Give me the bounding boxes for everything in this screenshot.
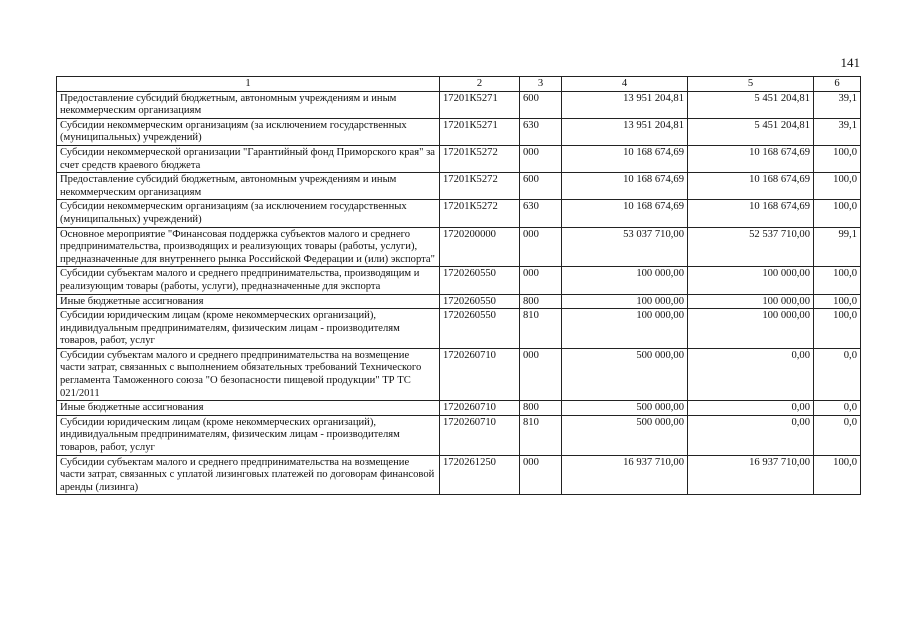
table-row [57, 401, 861, 416]
table-row [57, 415, 861, 455]
row-name-cell: Субсидии субъектам малого и среднего предпринимательства на возмещение части затрат, связанных с уплатой лизинговых платежей по договорам финансовой аренды (лизинга) [57, 455, 440, 495]
table-row [57, 267, 861, 294]
table-row [57, 227, 861, 267]
table-row [57, 200, 861, 227]
row-type-cell: 000 [520, 267, 562, 294]
row-col6-cell: 100,0 [814, 173, 861, 200]
row-col4-cell: 53 037 710,00 [562, 227, 688, 267]
row-col6-cell: 0,0 [814, 401, 861, 416]
row-code-cell: 17201К5271 [440, 118, 520, 145]
column-header: 3 [520, 77, 562, 92]
row-col4-cell: 100 000,00 [562, 267, 688, 294]
row-type-cell: 000 [520, 145, 562, 172]
row-code-cell: 1720261250 [440, 455, 520, 495]
row-name-cell: Иные бюджетные ассигнования [57, 401, 440, 416]
row-name-cell: Субсидии некоммерческим организациям (за исключением государственных (муниципальных) учреждений) [57, 118, 440, 145]
row-col5-cell: 16 937 710,00 [688, 455, 814, 495]
row-name-cell: Субсидии субъектам малого и среднего предпринимательства, производящим и реализующим товары (работы, услуги), предназначенные для экспорта [57, 267, 440, 294]
row-col6-cell: 39,1 [814, 118, 861, 145]
row-type-cell: 810 [520, 415, 562, 455]
column-header: 5 [688, 77, 814, 92]
row-code-cell: 1720260710 [440, 415, 520, 455]
row-col5-cell: 52 537 710,00 [688, 227, 814, 267]
row-name-cell: Предоставление субсидий бюджетным, автономным учреждениям и иным некоммерческим организациям [57, 91, 440, 118]
row-col6-cell: 100,0 [814, 309, 861, 349]
row-code-cell: 1720200000 [440, 227, 520, 267]
row-col4-cell: 500 000,00 [562, 348, 688, 400]
budget-table [56, 76, 861, 495]
row-type-cell: 000 [520, 348, 562, 400]
table-row [57, 145, 861, 172]
table-header-row [57, 77, 861, 92]
table-row [57, 118, 861, 145]
row-code-cell: 1720260550 [440, 294, 520, 309]
row-col6-cell: 100,0 [814, 294, 861, 309]
column-header: 1 [57, 77, 440, 92]
row-col5-cell: 100 000,00 [688, 267, 814, 294]
row-col6-cell: 39,1 [814, 91, 861, 118]
row-name-cell: Субсидии юридическим лицам (кроме некоммерческих организаций), индивидуальным предпринимателям, физическим лицам - производителям товаров, работ, услуг [57, 415, 440, 455]
row-col6-cell: 99,1 [814, 227, 861, 267]
row-name-cell: Субсидии некоммерческой организации "Гарантийный фонд Приморского края" за счет средств краевого бюджета [57, 145, 440, 172]
row-name-cell: Предоставление субсидий бюджетным, автономным учреждениям и иным некоммерческим организациям [57, 173, 440, 200]
row-col6-cell: 100,0 [814, 145, 861, 172]
table-row [57, 173, 861, 200]
row-name-cell: Иные бюджетные ассигнования [57, 294, 440, 309]
row-col5-cell: 100 000,00 [688, 309, 814, 349]
row-name-cell: Субсидии некоммерческим организациям (за исключением государственных (муниципальных) учреждений) [57, 200, 440, 227]
row-name-cell: Основное мероприятие "Финансовая поддержка субъектов малого и среднего предпринимательства, производящих и реализующих товары (работы, услуги), предназначенные для внутреннего рынка Российской Федерации и (или) экспорта" [57, 227, 440, 267]
row-col4-cell: 10 168 674,69 [562, 145, 688, 172]
row-code-cell: 1720260710 [440, 401, 520, 416]
row-col5-cell: 10 168 674,69 [688, 200, 814, 227]
row-type-cell: 630 [520, 200, 562, 227]
row-code-cell: 17201К5272 [440, 200, 520, 227]
row-type-cell: 600 [520, 91, 562, 118]
row-col5-cell: 10 168 674,69 [688, 173, 814, 200]
row-code-cell: 1720260550 [440, 309, 520, 349]
table-row [57, 455, 861, 495]
row-col5-cell: 10 168 674,69 [688, 145, 814, 172]
row-col4-cell: 100 000,00 [562, 294, 688, 309]
row-type-cell: 810 [520, 309, 562, 349]
row-col4-cell: 13 951 204,81 [562, 118, 688, 145]
row-name-cell: Субсидии субъектам малого и среднего предпринимательства на возмещение части затрат, связанных с выполнением обязательных требований Технического регламента Таможенного союза "О безопасности пищевой продукции" ТР ТС 021/2011 [57, 348, 440, 400]
row-col5-cell: 5 451 204,81 [688, 118, 814, 145]
row-col6-cell: 0,0 [814, 415, 861, 455]
row-type-cell: 000 [520, 227, 562, 267]
row-col5-cell: 0,00 [688, 348, 814, 400]
table-row [57, 309, 861, 349]
table-body [57, 91, 861, 495]
row-col4-cell: 100 000,00 [562, 309, 688, 349]
row-col5-cell: 5 451 204,81 [688, 91, 814, 118]
row-col6-cell: 100,0 [814, 455, 861, 495]
row-col6-cell: 0,0 [814, 348, 861, 400]
row-name-cell: Субсидии юридическим лицам (кроме некоммерческих организаций), индивидуальным предпринимателям, физическим лицам - производителям товаров, работ, услуг [57, 309, 440, 349]
row-type-cell: 000 [520, 455, 562, 495]
table-row [57, 294, 861, 309]
row-col4-cell: 16 937 710,00 [562, 455, 688, 495]
column-header: 4 [562, 77, 688, 92]
row-type-cell: 600 [520, 173, 562, 200]
row-col5-cell: 100 000,00 [688, 294, 814, 309]
row-col6-cell: 100,0 [814, 267, 861, 294]
row-code-cell: 17201К5272 [440, 145, 520, 172]
column-header: 2 [440, 77, 520, 92]
row-type-cell: 800 [520, 294, 562, 309]
row-col4-cell: 10 168 674,69 [562, 200, 688, 227]
row-code-cell: 1720260710 [440, 348, 520, 400]
row-col5-cell: 0,00 [688, 415, 814, 455]
table-row [57, 91, 861, 118]
row-code-cell: 1720260550 [440, 267, 520, 294]
row-col4-cell: 500 000,00 [562, 415, 688, 455]
row-col4-cell: 10 168 674,69 [562, 173, 688, 200]
page-number: 141 [840, 55, 860, 70]
row-col6-cell: 100,0 [814, 200, 861, 227]
row-col4-cell: 13 951 204,81 [562, 91, 688, 118]
row-type-cell: 630 [520, 118, 562, 145]
row-code-cell: 17201К5271 [440, 91, 520, 118]
row-col4-cell: 500 000,00 [562, 401, 688, 416]
row-code-cell: 17201К5272 [440, 173, 520, 200]
table-row [57, 348, 861, 400]
row-type-cell: 800 [520, 401, 562, 416]
row-col5-cell: 0,00 [688, 401, 814, 416]
column-header: 6 [814, 77, 861, 92]
